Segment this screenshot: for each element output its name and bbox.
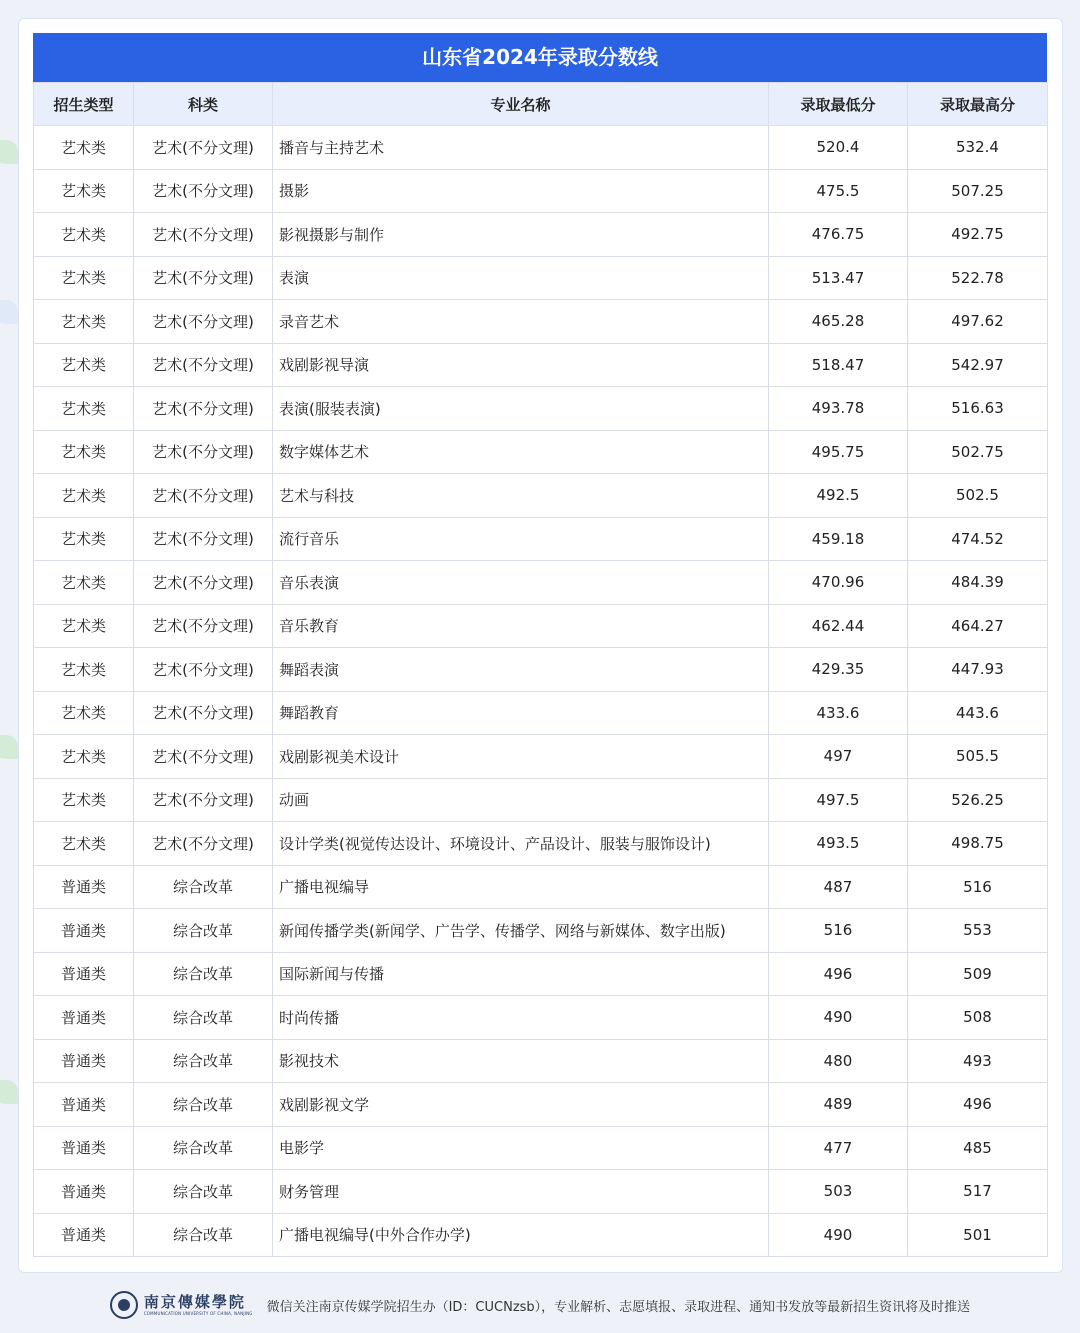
cell-major: 戏剧影视导演 (273, 343, 769, 387)
table-row (34, 343, 1048, 387)
column-header-min-score: 录取最低分 (769, 83, 908, 126)
cell-major: 时尚传播 (273, 996, 769, 1040)
cell-category: 艺术(不分文理) (134, 213, 273, 257)
cell-max-score: 516 (908, 865, 1048, 909)
cell-max-score: 553 (908, 909, 1048, 953)
cell-max-score: 496 (908, 1083, 1048, 1127)
cell-major: 录音艺术 (273, 300, 769, 344)
cell-category: 艺术(不分文理) (134, 778, 273, 822)
table-row (34, 387, 1048, 431)
cell-max-score: 484.39 (908, 561, 1048, 605)
cell-category: 综合改革 (134, 952, 273, 996)
cell-max-score: 507.25 (908, 169, 1048, 213)
decoration-leaf (0, 300, 18, 324)
cell-max-score: 497.62 (908, 300, 1048, 344)
cell-max-score: 517 (908, 1170, 1048, 1214)
cell-min-score: 465.28 (769, 300, 908, 344)
decoration-leaf (0, 140, 18, 164)
cell-min-score: 513.47 (769, 256, 908, 300)
cell-enroll-type: 艺术类 (34, 474, 134, 518)
cell-min-score: 487 (769, 865, 908, 909)
cell-min-score: 475.5 (769, 169, 908, 213)
cell-min-score: 476.75 (769, 213, 908, 257)
cell-enroll-type: 艺术类 (34, 169, 134, 213)
cell-enroll-type: 艺术类 (34, 735, 134, 779)
cell-min-score: 496 (769, 952, 908, 996)
cell-category: 艺术(不分文理) (134, 735, 273, 779)
cell-max-score: 505.5 (908, 735, 1048, 779)
cell-min-score: 520.4 (769, 126, 908, 170)
column-header-category: 科类 (134, 83, 273, 126)
cell-major: 数字媒体艺术 (273, 430, 769, 474)
table-row (34, 517, 1048, 561)
cell-min-score: 470.96 (769, 561, 908, 605)
school-seal-icon (110, 1291, 138, 1319)
cell-max-score: 532.4 (908, 126, 1048, 170)
cell-max-score: 492.75 (908, 213, 1048, 257)
cell-enroll-type: 普通类 (34, 1126, 134, 1170)
cell-major: 广播电视编导 (273, 865, 769, 909)
table-row (34, 865, 1048, 909)
cell-enroll-type: 艺术类 (34, 648, 134, 692)
cell-category: 综合改革 (134, 1170, 273, 1214)
table-row (34, 1083, 1048, 1127)
cell-enroll-type: 普通类 (34, 865, 134, 909)
cell-max-score: 502.5 (908, 474, 1048, 518)
table-row (34, 474, 1048, 518)
cell-category: 综合改革 (134, 1039, 273, 1083)
header-row (34, 83, 1048, 126)
cell-max-score: 526.25 (908, 778, 1048, 822)
cell-category: 综合改革 (134, 909, 273, 953)
cell-major: 表演(服装表演) (273, 387, 769, 431)
table-row (34, 430, 1048, 474)
column-header-major: 专业名称 (273, 83, 769, 126)
cell-category: 艺术(不分文理) (134, 430, 273, 474)
cell-min-score: 492.5 (769, 474, 908, 518)
cell-major: 舞蹈表演 (273, 648, 769, 692)
cell-max-score: 464.27 (908, 604, 1048, 648)
logo-chinese-name: 南京傳媒學院 (143, 1292, 246, 1311)
cell-category: 艺术(不分文理) (134, 256, 273, 300)
cell-min-score: 503 (769, 1170, 908, 1214)
decoration-leaf (0, 735, 18, 759)
cell-major: 表演 (273, 256, 769, 300)
cell-category: 艺术(不分文理) (134, 517, 273, 561)
table-row (34, 909, 1048, 953)
cell-max-score: 542.97 (908, 343, 1048, 387)
score-table (33, 82, 1048, 1257)
cell-enroll-type: 普通类 (34, 996, 134, 1040)
cell-category: 综合改革 (134, 996, 273, 1040)
cell-enroll-type: 艺术类 (34, 343, 134, 387)
table-row (34, 169, 1048, 213)
footer-notice: 微信关注南京传媒学院招生办（ID：CUCNzsb），专业解析、志愿填报、录取进程、通知书发放等最新招生资讯将及时推送 (266, 1299, 971, 1315)
cell-max-score: 474.52 (908, 517, 1048, 561)
table-row (34, 604, 1048, 648)
cell-major: 音乐表演 (273, 561, 769, 605)
cell-enroll-type: 普通类 (34, 909, 134, 953)
table-title: 山东省2024年录取分数线 (33, 33, 1047, 82)
cell-max-score: 508 (908, 996, 1048, 1040)
cell-major: 广播电视编导(中外合作办学) (273, 1213, 769, 1257)
cell-min-score: 433.6 (769, 691, 908, 735)
cell-category: 综合改革 (134, 1126, 273, 1170)
table-row (34, 1170, 1048, 1214)
table-row (34, 778, 1048, 822)
cell-major: 舞蹈教育 (273, 691, 769, 735)
column-header-max-score: 录取最高分 (908, 83, 1048, 126)
cell-enroll-type: 艺术类 (34, 213, 134, 257)
cell-major: 戏剧影视文学 (273, 1083, 769, 1127)
cell-category: 艺术(不分文理) (134, 300, 273, 344)
cell-min-score: 516 (769, 909, 908, 953)
cell-major: 设计学类(视觉传达设计、环境设计、产品设计、服装与服饰设计) (273, 822, 769, 866)
cell-min-score: 477 (769, 1126, 908, 1170)
cell-enroll-type: 普通类 (34, 1039, 134, 1083)
table-row (34, 1213, 1048, 1257)
cell-max-score: 493 (908, 1039, 1048, 1083)
footer (0, 1285, 1080, 1325)
cell-major: 国际新闻与传播 (273, 952, 769, 996)
table-row (34, 822, 1048, 866)
cell-major: 播音与主持艺术 (273, 126, 769, 170)
cell-category: 综合改革 (134, 1213, 273, 1257)
cell-enroll-type: 艺术类 (34, 126, 134, 170)
table-row (34, 691, 1048, 735)
cell-enroll-type: 艺术类 (34, 822, 134, 866)
table-row (34, 126, 1048, 170)
cell-max-score: 498.75 (908, 822, 1048, 866)
cell-major: 电影学 (273, 1126, 769, 1170)
cell-max-score: 502.75 (908, 430, 1048, 474)
cell-max-score: 443.6 (908, 691, 1048, 735)
cell-enroll-type: 艺术类 (34, 387, 134, 431)
table-row (34, 1126, 1048, 1170)
cell-category: 艺术(不分文理) (134, 169, 273, 213)
cell-enroll-type: 普通类 (34, 952, 134, 996)
cell-enroll-type: 艺术类 (34, 517, 134, 561)
table-row (34, 300, 1048, 344)
cell-category: 艺术(不分文理) (134, 691, 273, 735)
cell-min-score: 480 (769, 1039, 908, 1083)
cell-enroll-type: 艺术类 (34, 300, 134, 344)
table-row (34, 213, 1048, 257)
table-row (34, 952, 1048, 996)
cell-major: 戏剧影视美术设计 (273, 735, 769, 779)
cell-enroll-type: 艺术类 (34, 561, 134, 605)
school-logo (110, 1291, 253, 1319)
cell-max-score: 447.93 (908, 648, 1048, 692)
table-row (34, 561, 1048, 605)
cell-major: 音乐教育 (273, 604, 769, 648)
cell-min-score: 490 (769, 996, 908, 1040)
cell-min-score: 489 (769, 1083, 908, 1127)
table-row (34, 256, 1048, 300)
cell-enroll-type: 艺术类 (34, 778, 134, 822)
cell-category: 综合改革 (134, 865, 273, 909)
cell-major: 动画 (273, 778, 769, 822)
table-row (34, 648, 1048, 692)
cell-enroll-type: 艺术类 (34, 256, 134, 300)
cell-enroll-type: 艺术类 (34, 691, 134, 735)
cell-enroll-type: 普通类 (34, 1083, 134, 1127)
decoration-leaf (0, 1080, 18, 1104)
cell-category: 艺术(不分文理) (134, 474, 273, 518)
cell-min-score: 493.5 (769, 822, 908, 866)
table-row (34, 735, 1048, 779)
cell-enroll-type: 艺术类 (34, 430, 134, 474)
cell-max-score: 485 (908, 1126, 1048, 1170)
cell-max-score: 522.78 (908, 256, 1048, 300)
table-row (34, 996, 1048, 1040)
cell-min-score: 495.75 (769, 430, 908, 474)
cell-category: 艺术(不分文理) (134, 387, 273, 431)
cell-major: 摄影 (273, 169, 769, 213)
cell-max-score: 501 (908, 1213, 1048, 1257)
table-row (34, 1039, 1048, 1083)
cell-category: 艺术(不分文理) (134, 604, 273, 648)
cell-category: 综合改革 (134, 1083, 273, 1127)
cell-category: 艺术(不分文理) (134, 343, 273, 387)
cell-category: 艺术(不分文理) (134, 822, 273, 866)
cell-major: 影视技术 (273, 1039, 769, 1083)
cell-min-score: 497 (769, 735, 908, 779)
cell-min-score: 459.18 (769, 517, 908, 561)
cell-min-score: 497.5 (769, 778, 908, 822)
cell-max-score: 516.63 (908, 387, 1048, 431)
cell-major: 财务管理 (273, 1170, 769, 1214)
cell-category: 艺术(不分文理) (134, 648, 273, 692)
table-body (34, 126, 1048, 1257)
cell-major: 新闻传播学类(新闻学、广告学、传播学、网络与新媒体、数字出版) (273, 909, 769, 953)
cell-category: 艺术(不分文理) (134, 126, 273, 170)
cell-major: 艺术与科技 (273, 474, 769, 518)
column-header-type: 招生类型 (34, 83, 134, 126)
cell-enroll-type: 普通类 (34, 1170, 134, 1214)
cell-category: 艺术(不分文理) (134, 561, 273, 605)
cell-min-score: 429.35 (769, 648, 908, 692)
cell-min-score: 490 (769, 1213, 908, 1257)
cell-min-score: 518.47 (769, 343, 908, 387)
logo-english-name: COMMUNICATION UNIVERSITY OF CHINA, NANJING (143, 1310, 253, 1316)
cell-enroll-type: 艺术类 (34, 604, 134, 648)
cell-min-score: 462.44 (769, 604, 908, 648)
cell-min-score: 493.78 (769, 387, 908, 431)
cell-enroll-type: 普通类 (34, 1213, 134, 1257)
cell-max-score: 509 (908, 952, 1048, 996)
cell-major: 影视摄影与制作 (273, 213, 769, 257)
cell-major: 流行音乐 (273, 517, 769, 561)
